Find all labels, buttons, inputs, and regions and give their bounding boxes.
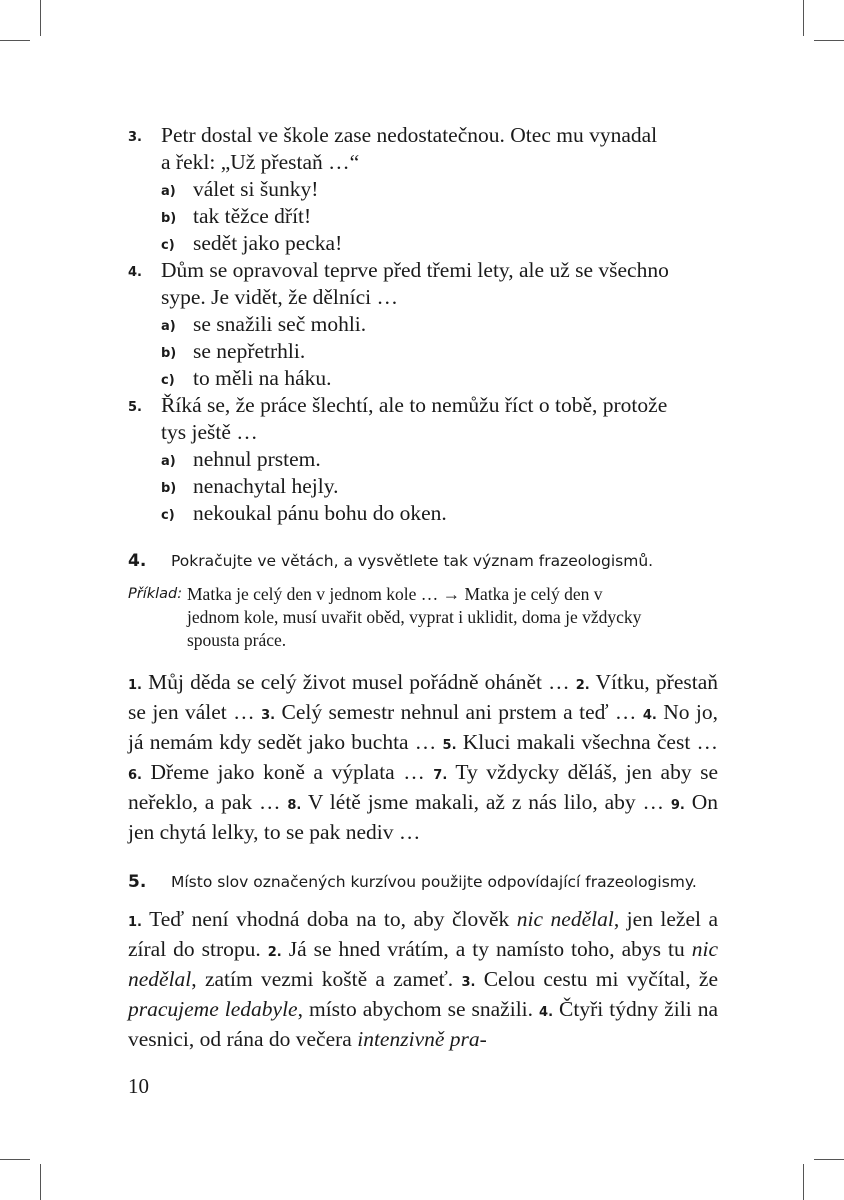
option-text: se snažili seč mohli. (193, 312, 367, 336)
question-5 (128, 392, 718, 446)
item-text: Vítku, přestaň se jen válet … (128, 670, 719, 724)
task-5-text (128, 906, 718, 1053)
crop-mark (40, 0, 41, 36)
crop-mark (0, 1159, 30, 1160)
item-number: 3. (261, 708, 276, 723)
example-line: jednom kole, musí uvařit oběd, vyprat i uklidit, doma je vždycky (187, 607, 642, 627)
example-label: Příklad: (128, 586, 183, 602)
question-number: 3. (128, 130, 142, 145)
option-c (161, 500, 718, 527)
item-text: On jen chytá lelky, to se pak nediv … (128, 790, 719, 844)
option-c (161, 365, 718, 392)
item-number: 1. (128, 678, 142, 693)
task-number: 5. (128, 872, 147, 892)
option-text: nekoukal pánu bohu do oken. (193, 501, 447, 525)
question-text: a řekl: „Už přestaň …“ (161, 150, 360, 174)
item-text: Celý semestr nehnul ani prstem a teď … (281, 700, 637, 724)
question-text: Říká se, že práce šlechtí, ale to nemůžu říct o tobě, protože (161, 393, 668, 417)
sentence-text: Celou cestu mi vyčítal, že (483, 967, 719, 991)
sentence-text: , jen ležel a zíral do stropu. (128, 907, 719, 961)
question-text: Dům se opravoval teprve před třemi lety, ale už se všechno (161, 258, 669, 282)
option-text: tak těžce dřít! (193, 204, 312, 228)
page-number: 10 (128, 1074, 149, 1098)
sentence-text: , místo abychom se snažili. (297, 997, 534, 1021)
item-number: 6. (128, 768, 142, 783)
question-text: tys ještě … (161, 420, 258, 444)
crop-mark (803, 0, 804, 36)
item-text: V létě jsme makali, až z nás lilo, aby … (307, 790, 665, 814)
option-text: nenachytal hejly. (193, 474, 339, 498)
option-text: sedět jako pecka! (193, 231, 343, 255)
option-letter: a) (161, 319, 176, 334)
option-letter: c) (161, 373, 175, 388)
item-text: No jo, já nemám kdy sedět jako buchta … (128, 700, 719, 754)
example-block (128, 583, 718, 652)
option-a (161, 446, 718, 473)
crop-mark (40, 1164, 41, 1200)
option-a (161, 176, 718, 203)
option-text: válet si šunky! (193, 177, 319, 201)
question-text: Petr dostal ve škole zase nedostatečnou. Otec mu vynadal (161, 123, 658, 147)
option-letter: a) (161, 184, 176, 199)
option-text: se nepřetrhli. (193, 339, 306, 363)
italic-phrase: nic nedělal (128, 937, 719, 991)
question-3 (128, 122, 718, 176)
item-number: 7. (433, 768, 448, 783)
crop-mark (814, 40, 844, 41)
example-line: spousta práce. (187, 630, 287, 650)
option-a (161, 311, 718, 338)
item-number: 9. (670, 798, 685, 813)
task-instruction: Pokračujte ve větách, a vysvětlete tak význam frazeologismů. (171, 552, 654, 570)
option-b (161, 338, 718, 365)
item-text: Dřeme jako koně a výplata … (150, 760, 425, 784)
task-4-heading (128, 551, 718, 571)
option-letter: b) (161, 211, 177, 226)
sentence-text: Já se hned vrátím, a ty namísto toho, abys tu (288, 937, 685, 961)
question-number: 5. (128, 400, 142, 415)
page-content (128, 122, 718, 1053)
option-text: to měli na háku. (193, 366, 332, 390)
option-b (161, 203, 718, 230)
item-number: 5. (442, 738, 457, 753)
option-letter: b) (161, 346, 177, 361)
sentence-number: 4. (539, 1005, 554, 1020)
task-5-heading (128, 872, 718, 892)
item-text: Ty vždycky děláš, jen aby se neřeklo, a pak … (128, 760, 718, 814)
question-number: 4. (128, 265, 142, 280)
item-number: 4. (642, 708, 657, 723)
question-4 (128, 257, 718, 311)
italic-phrase: intenzivně pra- (357, 1027, 487, 1051)
sentence-text: , zatím vezmi koště a zameť. (191, 967, 454, 991)
crop-mark (814, 1159, 844, 1160)
option-letter: b) (161, 481, 177, 496)
sentence-number: 2. (267, 945, 282, 960)
sentence-number: 1. (128, 915, 142, 930)
task-instruction: Místo slov označených kurzívou použijte odpovídající frazeologismy. (171, 873, 697, 891)
sentence-number: 3. (461, 975, 476, 990)
italic-phrase: nic nedělal (516, 907, 614, 931)
task-number: 4. (128, 551, 147, 571)
sentence-text: Čtyři týdny žili na vesnici, od rána do večera (128, 997, 718, 1051)
italic-phrase: pracujeme ledabyle (128, 997, 298, 1021)
task-4-items (128, 669, 718, 846)
item-number: 2. (575, 678, 590, 693)
option-b (161, 473, 718, 500)
option-text: nehnul prstem. (193, 447, 321, 471)
option-c (161, 230, 718, 257)
option-letter: c) (161, 508, 175, 523)
example-line: Matka je celý den v jednom kole … → Matka je celý den v (187, 584, 603, 604)
item-number: 8. (287, 798, 302, 813)
sentence-text: Teď není vhodná doba na to, aby člověk (149, 907, 510, 931)
question-text: sype. Je vidět, že dělníci … (161, 285, 399, 309)
item-text: Můj děda se celý život musel pořádně ohánět … (148, 670, 570, 694)
option-letter: c) (161, 238, 175, 253)
crop-mark (803, 1164, 804, 1200)
item-text: Kluci makali všechna čest … (462, 730, 719, 754)
option-letter: a) (161, 454, 176, 469)
crop-mark (0, 40, 30, 41)
